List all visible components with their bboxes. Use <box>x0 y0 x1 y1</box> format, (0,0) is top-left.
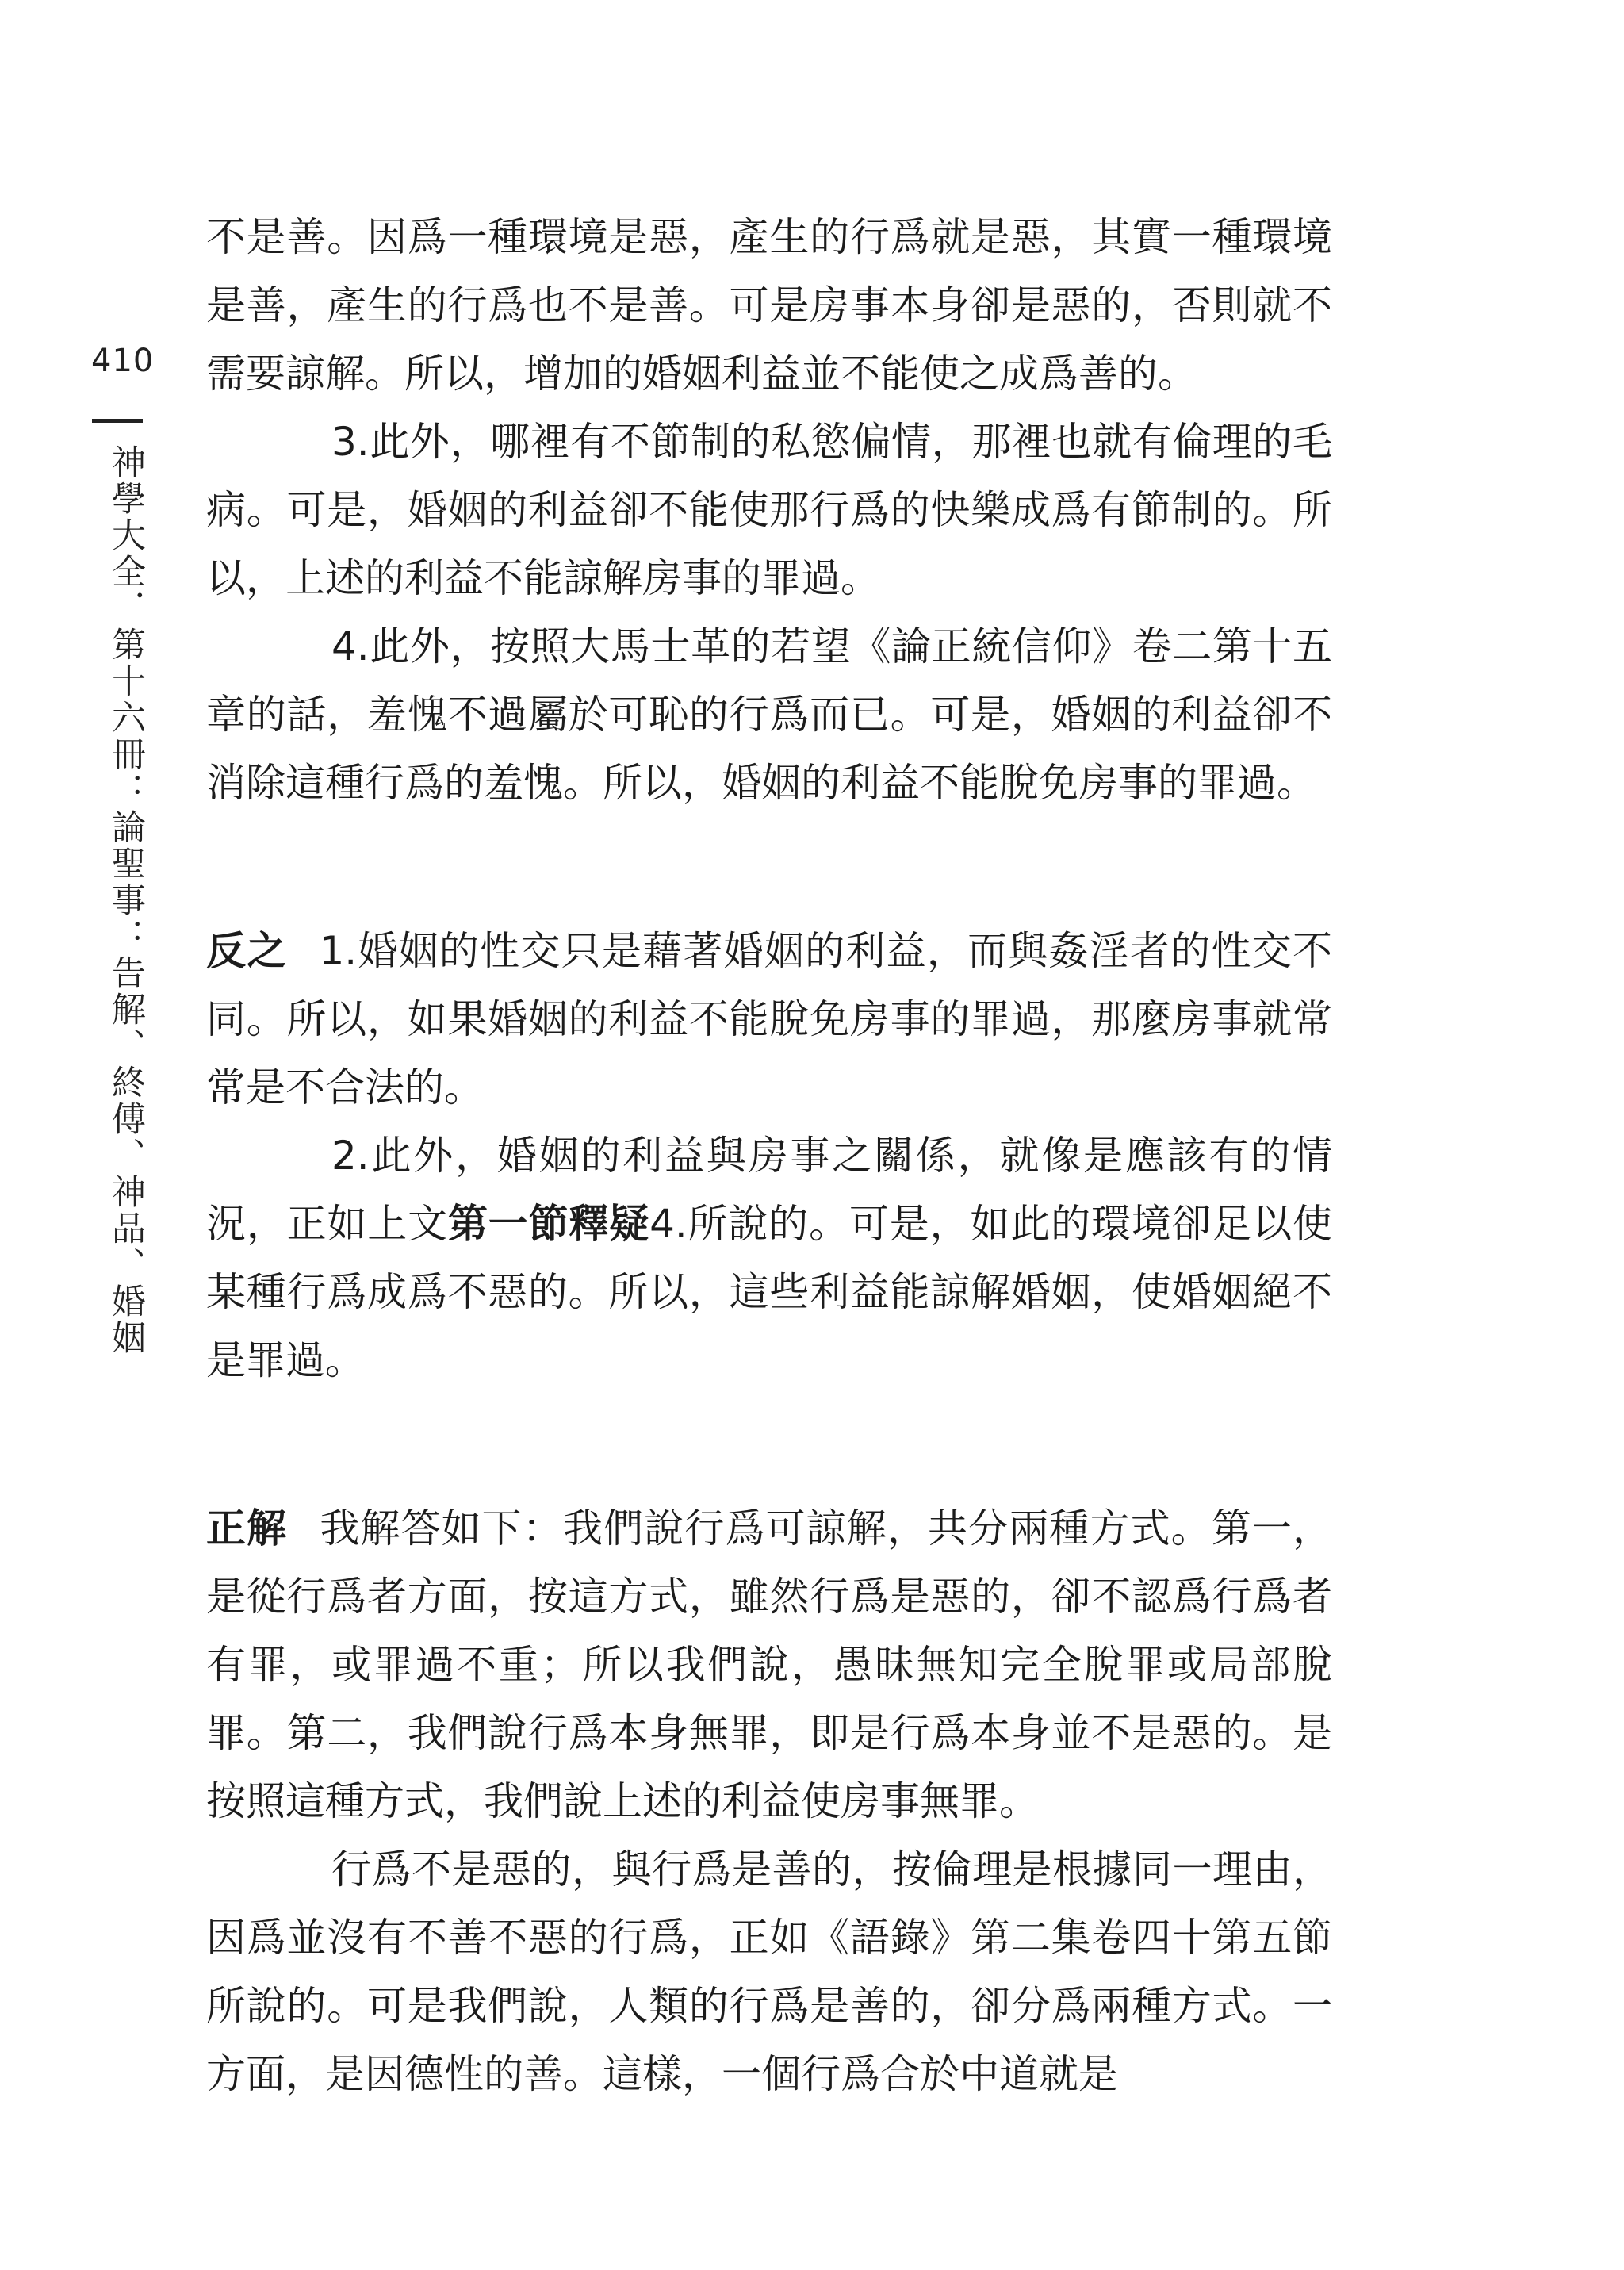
running-head: 神學大全．第十六冊：論聖事：告解、終傅、神品、婚姻 <box>106 444 146 1356</box>
contra-2-reference-number: 4. <box>649 1201 688 1247</box>
answer <box>206 1494 1332 1835</box>
section-gap <box>206 817 1332 917</box>
page-number-rule <box>92 419 143 423</box>
objection-4-text: 此外，按照大馬士革的若望《論正統信仰》卷二第十五章的話，羞愧不過屬於可恥的行爲而已。可是，婚姻的利益卻不消除這種行爲的羞愧。所以，婚姻的利益不能脫免房事的罪過。 <box>206 623 1332 806</box>
contra-2-text-a: 此外，婚姻的利益與房事之關係，就像是應該有的情況，正如上文 <box>206 1133 1332 1247</box>
contra-1-number: 1. <box>319 928 358 974</box>
body-text <box>206 203 1332 2108</box>
contra-1-text: 婚姻的性交只是藉著婚姻的利益，而與姦淫者的性交不同。所以，如果婚姻的利益不能脫免房事的罪過，那麼房事就常常是不合法的。 <box>206 928 1333 1110</box>
objection-3 <box>206 408 1332 612</box>
contra-2-reference: 第一節釋疑 <box>447 1201 650 1247</box>
contra-2 <box>206 1122 1332 1394</box>
objection-3-text: 此外，哪裡有不節制的私慾偏情，那裡也就有倫理的毛病。可是，婚姻的利益卻不能使那行爲的快樂成爲有節制的。所以，上述的利益不能諒解房事的罪過。 <box>206 419 1332 601</box>
answer-text: 我解答如下：我們說行爲可諒解，共分兩種方式。第一，是從行爲者方面，按這方式，雖然行爲是惡的，卻不認爲行爲者有罪，或罪過不重；所以我們說，愚昧無知完全脫罪或局部脫罪。第二，我們說行爲本身無罪，即是行爲本身並不是惡的。是按照這種方式，我們說上述的利益使房事無罪。 <box>206 1505 1333 1824</box>
objection-3-number: 3. <box>331 419 370 465</box>
contra-2-number: 2. <box>331 1133 370 1179</box>
page-number: 410 <box>91 343 155 379</box>
answer-label: 正解 <box>206 1505 288 1551</box>
objection-4 <box>206 612 1332 817</box>
contra-2-text-b: 所說的。可是，如此的環境卻足以使某種行爲成爲不惡的。所以，這些利益能諒解婚姻，使婚姻絕不是罪過。 <box>206 1201 1333 1383</box>
contra-1 <box>206 917 1332 1122</box>
paragraph-last: 行爲不是惡的，與行爲是善的，按倫理是根據同一理由，因爲並沒有不善不惡的行爲，正如《語錄》第二集卷四十第五節所說的。可是我們說，人類的行爲是善的，卻分爲兩種方式。一方面，是因德性的善。這樣，一個行爲合於中道就是 <box>206 1846 1332 2097</box>
objection-4-number: 4. <box>331 623 370 669</box>
contra-label: 反之 <box>206 928 288 974</box>
paragraph-intro: 不是善。因爲一種環境是惡，產生的行爲就是惡，其實一種環境是善，產生的行爲也不是善。可是房事本身卻是惡的，否則就不需要諒解。所以，增加的婚姻利益並不能使之成爲善的。 <box>206 214 1332 397</box>
section-gap <box>206 1394 1332 1494</box>
